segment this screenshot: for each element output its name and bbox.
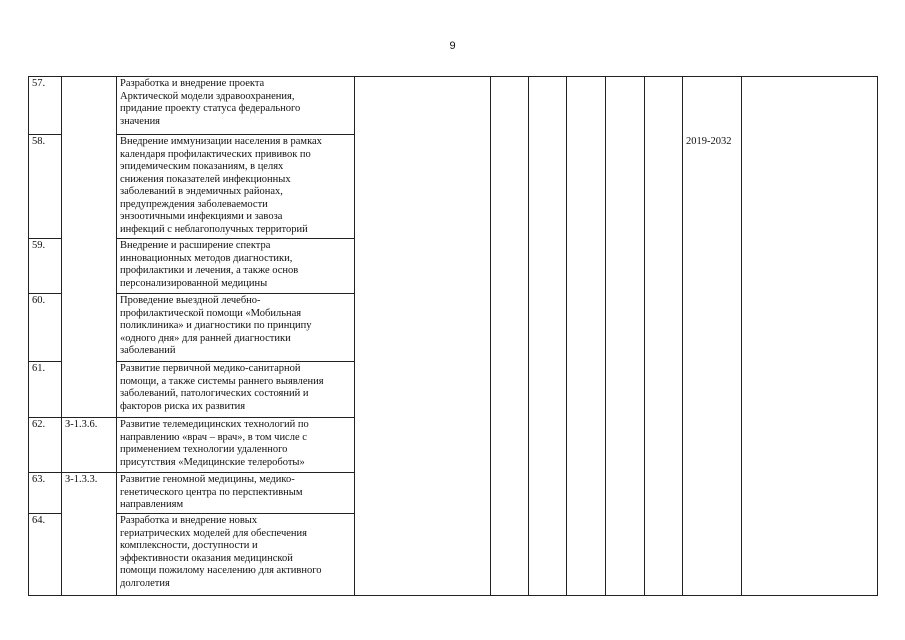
code-cell (62, 77, 117, 418)
row-number: 64. (29, 514, 62, 596)
measure-text: Развитие телемедицинских технологий по направлению «врач – врач», в том числе с применением технологии удаленного присутствия «Медицинские телероботы» (117, 418, 355, 473)
row-number: 63. (29, 473, 62, 514)
code-cell: З-1.3.3. (62, 473, 117, 596)
measure-text: Проведение выездной лечебно- профилактической помощи «Мобильная поликлиника» и диагностики по принципу «одного дня» для ранней диагностики заболеваний (117, 294, 355, 362)
measure-text: Разработка и внедрение проекта Арктической модели здравоохранения, придание проекту статуса федерального значения (117, 77, 355, 135)
empty-cell (606, 77, 645, 596)
page-number: 9 (449, 40, 456, 52)
measures-table (28, 76, 878, 596)
row-number: 58. (29, 135, 62, 239)
measure-text: Внедрение иммунизации населения в рамках календаря профилактических прививок по эпидемическим показаниям, в целях снижения показателей инфекционных заболеваний в эндемичных районах, предупреждения заболеваемости энзоотичными инфекциями и завоза инфекций с неблагополучных территорий (117, 135, 355, 239)
empty-cell (567, 77, 606, 596)
row-number: 61. (29, 362, 62, 418)
code-cell: З-1.3.6. (62, 418, 117, 473)
table-row (29, 77, 878, 135)
row-number: 59. (29, 239, 62, 294)
row-number: 62. (29, 418, 62, 473)
measure-text: Внедрение и расширение спектра инновационных методов диагностики, профилактики и лечения, а также основ персонализированной медицины (117, 239, 355, 294)
row-number: 60. (29, 294, 62, 362)
row-number: 57. (29, 77, 62, 135)
empty-cell (645, 77, 683, 596)
measure-text: Развитие геномной медицины, медико- генетического центра по перспективным направлениям (117, 473, 355, 514)
measure-text: Разработка и внедрение новых гериатрических моделей для обеспечения комплексности, доступности и эффективности оказания медицинской помощи пожилому населению для активного долголетия (117, 514, 355, 596)
period-cell: 2019-2032 (683, 77, 742, 596)
empty-cell (529, 77, 567, 596)
empty-cell (491, 77, 529, 596)
empty-cell (355, 77, 491, 596)
empty-cell (742, 77, 878, 596)
measure-text: Развитие первичной медико-санитарной помощи, а также системы раннего выявления заболеваний, патологических состояний и факторов риска их развития (117, 362, 355, 418)
